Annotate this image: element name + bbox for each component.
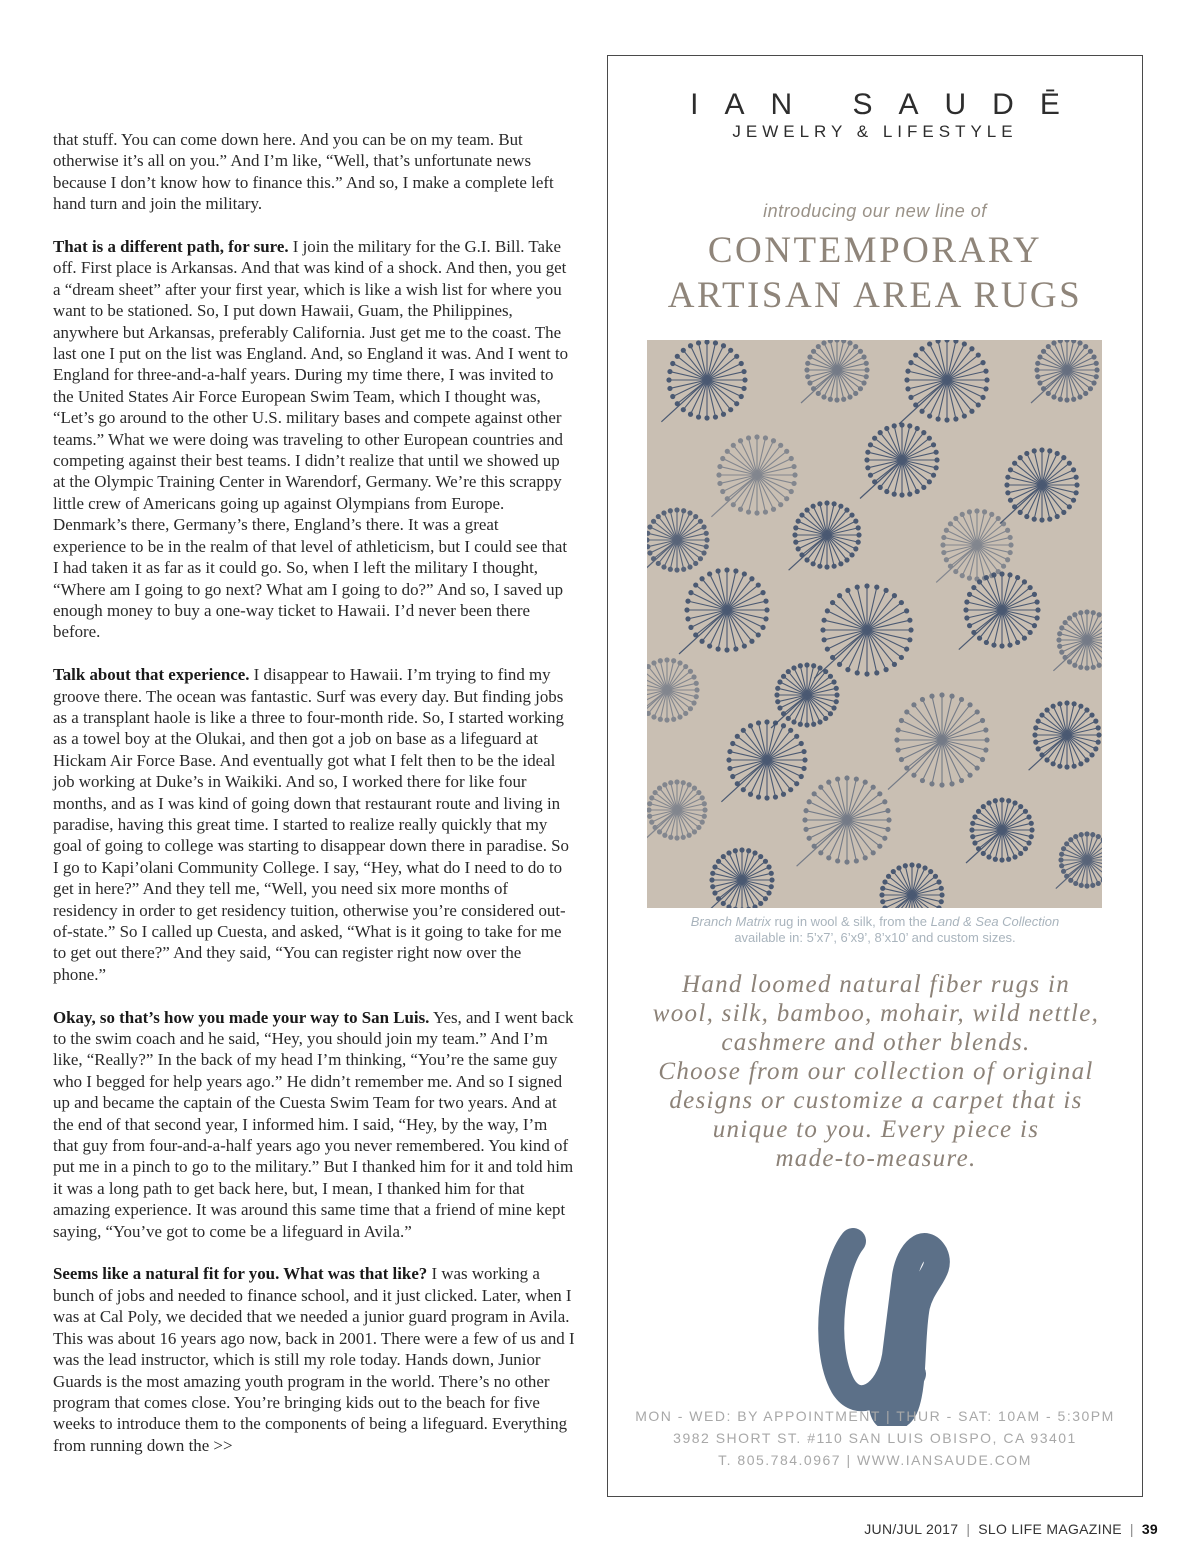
ad-copy <box>628 970 1124 1173</box>
caption-text: rug in wool & silk, from the <box>770 914 931 929</box>
dandelion-motif <box>679 567 770 654</box>
copy-line: Hand loomed natural fiber rugs in <box>681 971 1071 998</box>
page-footer <box>864 1521 1158 1537</box>
dandelion-motif <box>876 862 945 908</box>
dandelion-motif <box>959 571 1041 649</box>
store-info <box>608 1405 1142 1471</box>
interview-question: Okay, so that’s how you made your way to San Luis. <box>53 1007 430 1027</box>
dandelion-motif <box>1053 609 1102 670</box>
article-paragraph <box>53 236 575 643</box>
footer-separator: | <box>966 1521 971 1537</box>
dandelion-motif <box>936 508 1013 582</box>
interview-question: That is a different path, for sure. <box>53 237 289 257</box>
dandelion-motif <box>797 775 892 866</box>
dandelion-motif <box>706 847 775 908</box>
store-hours: MON - WED: BY APPOINTMENT | THUR - SAT: 10AM - 5:30PM <box>635 1408 1115 1424</box>
footer-separator: | <box>1129 1521 1134 1537</box>
copy-line: made-to-measure. <box>775 1145 977 1172</box>
rug-pattern-image <box>647 340 1102 908</box>
dandelion-motif <box>966 797 1035 863</box>
dandelion-motif <box>661 340 747 422</box>
rug-name: Branch Matrix <box>690 914 771 929</box>
caption-sizes: available in: 5’x7’, 6’x9’, 8’x10’ and custom sizes. <box>734 930 1016 945</box>
dandelion-motif <box>647 657 700 723</box>
caption-line <box>608 914 1142 930</box>
dandelion-motif <box>711 434 797 516</box>
page-number: 39 <box>1141 1521 1158 1537</box>
rug-caption <box>608 914 1142 946</box>
brand-name: IAN SAUDĒ <box>690 88 1086 121</box>
headline-line: ARTISAN AREA RUGS <box>667 275 1083 316</box>
ad-headline <box>608 228 1142 318</box>
monogram-stroke <box>831 1241 937 1418</box>
answer-text: I disappear to Hawaii. I’m trying to find my groove there. The ocean was fantastic. Surf was every day. But finding jobs as a transplant haole is like a three to four-month ride. So, I started working as a towel boy at the Olukai, and then got a job on base as a lifeguard at Hickam Air Force Base. And eventually got what I felt then to be the ideal job working at Duke’s in Waikiki. And so, I worked there for like four months, and as I was kind of going down that restaurant route and living in paradise, having this great time. I started to realize really quickly that my goal of going to college was starting to disappear down there in paradise. So I go to Kapi’olani Community College. I say, “Hey, what do I need to do to get in here?” And they tell me, “Well, you need six more months of residency in order to get residency tuition, otherwise you’re considered out-of-state.” So I called up Cuesta, and asked, “What is it going to take for me to get out there?” And they said, “You can register right now over the phone.” <box>53 665 569 984</box>
store-contact: T. 805.784.0967 | WWW.IANSAUDE.COM <box>718 1452 1032 1468</box>
article-paragraph <box>53 1263 575 1456</box>
dandelion-motif <box>1031 340 1100 403</box>
dandelion-motif <box>721 719 807 801</box>
rug-image <box>647 340 1102 908</box>
dandelion-motif <box>801 340 870 403</box>
answer-text: I was working a bunch of jobs and needed to finance school, and it just clicked. Later, when I was at Cal Poly, we decided that we needed a junior guard program in Avila. This was about 16 years ago now, back in 2001. There were a few of us and I was the lead instructor, which is still my role today. Hands down, Junior Guards is the most amazing youth program in the world. There’s no other program that comes close. You’re bringing kids out to the beach for five weeks to introduce them to the components of being a lifeguard. Everything from running down the >> <box>53 1264 575 1455</box>
advertisement <box>607 55 1143 1497</box>
brand-tagline: JEWELRY & LIFESTYLE <box>732 122 1018 141</box>
headline-line: CONTEMPORARY <box>707 230 1043 271</box>
answer-text: I join the military for the G.I. Bill. Take off. First place is Arkansas. And that was kind of a shock. And then, you get a “dream sheet” after your first year, which is like a wish list for where you want to be stationed. So, I put down Hawaii, Guam, the Philippines, anywhere but Arkansas, preferably California. Just get me to the coast. The last one I put on the list was England. And, so England it was. And I went to England for three-and-a-half years. During my time there, I was invited to the United States Air Force European Swim Team, which I thought was, “Let’s go around to the other U.S. military bases and compete against other teams.” What we were doing was traveling to other European countries and competing against their best teams. I didn’t realize that until we showed up at the Olympic Training Center in Warendorf, Germany. We’re this scrappy little crew of Americans going up against Olympians from Europe. Denmark’s there, Germany’s there, England’s there. It was a great experience to be in the realm of that level of athleticism, but I could see that I had taken it as far as it could go. So, when I left the military I thought, “Where am I going to go next? What am I going to do?” And so, I saved up enough money to buy a one-way ticket to Hawaii. I’d never been there before. <box>53 237 569 642</box>
article-column <box>53 129 575 1478</box>
dandelion-motif <box>647 507 710 573</box>
article-paragraph <box>53 1007 575 1242</box>
dandelion-motif <box>789 500 862 570</box>
copy-line: unique to you. Every piece is <box>712 1116 1040 1143</box>
dandelion-motif <box>647 779 708 840</box>
dandelion-motif <box>1000 447 1080 523</box>
interview-question: Talk about that experience. <box>53 665 250 685</box>
brand-monogram-logo <box>813 1196 953 1426</box>
magazine-name: SLO LIFE MAGAZINE <box>978 1521 1122 1537</box>
copy-line: designs or customize a carpet that is <box>669 1087 1083 1114</box>
dandelion-motif <box>899 340 990 424</box>
collection-name: Land & Sea Collection <box>930 914 1060 929</box>
answer-text: Yes, and I went back to the swim coach and he said, “Hey, you should join my team.” And I’m like, “Really?” In the back of my head I’m thinking, “You’re the same guy who I begged for help years ago.” He didn’t remember me. And so I signed up and became the captain of the Cuesta Swim Team for two years. And at the end of that second year, I informed him. I said, “Hey, by the way, I’m that guy from four-and-a-half years ago you never remembered. You kind of put me in a pinch to go to the military.” But I thanked him for it and told him it was a long path to get back here, but, I mean, I thanked him for that amazing experience. It was around this same time that a friend of mine kept saying, “You’ve got to come be a lifeguard in Avila.” <box>53 1007 574 1241</box>
dandelion-motif <box>860 422 940 498</box>
dandelion-motif <box>771 662 840 728</box>
dandelion-motif <box>1029 700 1102 770</box>
dandelion-motif <box>888 692 990 789</box>
interview-question: Seems like a natural fit for you. What was that like? <box>53 1264 428 1284</box>
article-paragraph <box>53 129 575 215</box>
store-address: 3982 SHORT ST. #110 SAN LUIS OBISPO, CA 93401 <box>673 1430 1077 1446</box>
dandelion-motif <box>1056 831 1102 888</box>
article-paragraph <box>53 664 575 985</box>
ad-intro: introducing our new line of <box>763 201 987 221</box>
copy-line: Choose from our collection of original <box>658 1058 1094 1085</box>
dandelion-motif <box>814 583 913 678</box>
issue-date: JUN/JUL 2017 <box>864 1521 959 1537</box>
copy-line: cashmere and other blends. <box>721 1029 1031 1056</box>
copy-line: wool, silk, bamboo, mohair, wild nettle, <box>652 1000 1100 1027</box>
answer-text: that stuff. You can come down here. And you can be on my team. But otherwise it’s all on you.” And I’m like, “Well, that’s unfortunate news because I don’t know how to finance this.” And so, I make a complete left hand turn and join the military. <box>53 130 554 214</box>
